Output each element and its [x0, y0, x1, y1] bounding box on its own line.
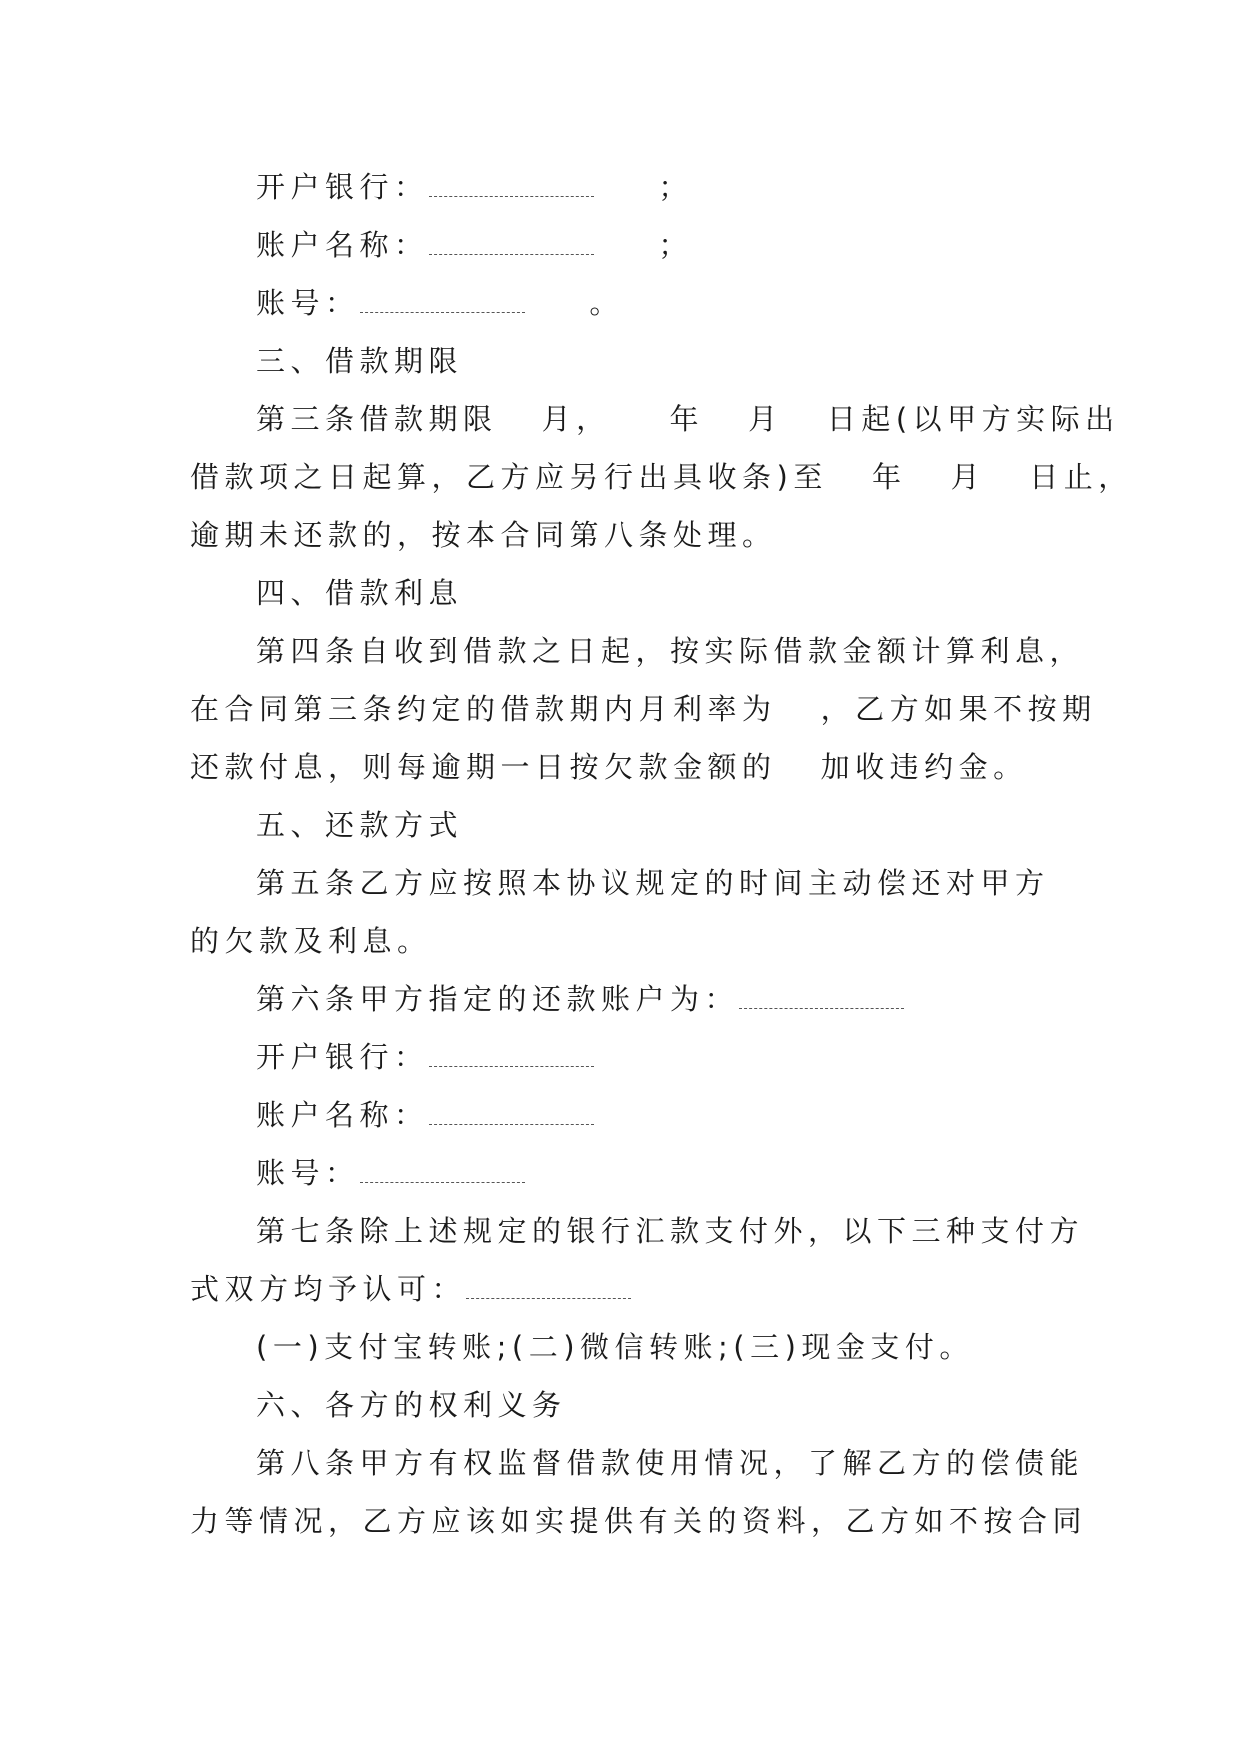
text-line: 开户银行：	[190, 1028, 1060, 1086]
text-line: 第四条自收到借款之日起，按实际借款金额计算利息，	[256, 634, 1085, 668]
fill-in-blank	[429, 1086, 594, 1125]
text-line: 逾期未还款的，按本合同第八条处理。	[190, 518, 777, 552]
section-heading: 三、借款期限	[256, 344, 464, 378]
fill-in-blank	[429, 216, 594, 255]
text-line: 第八条甲方有权监督借款使用情况，了解乙方的偿债能	[256, 1446, 1085, 1480]
section-heading: 六、各方的权利义务	[256, 1388, 567, 1422]
fill-in-blank	[429, 158, 594, 197]
text-line: 账号：	[190, 1144, 1060, 1202]
text-line: 第三条借款期限 月， 年 月 日起(以甲方实际出	[256, 402, 1120, 436]
text-line: 第五条乙方应按照本协议规定的时间主动偿还对甲方	[256, 866, 1050, 900]
fill-in-blank	[466, 1260, 631, 1299]
text-line: 还款付息，则每逾期一日按欠款金额的 加收违约金。	[190, 750, 1028, 784]
text-line: 账户名称：	[190, 1086, 1060, 1144]
text-line: 第六条甲方指定的还款账户为：	[190, 970, 1060, 1028]
text-line: (一)支付宝转账;(二)微信转账;(三)现金支付。	[256, 1330, 974, 1364]
text-line: 借款项之日起算，乙方应另行出具收条)至 年 月 日止，	[190, 460, 1133, 494]
text-line: 账户名称： ；	[190, 216, 1060, 274]
fill-in-blank	[429, 1028, 594, 1067]
text-line: 式双方均予认可：	[190, 1260, 1060, 1318]
text-line: 在合同第三条约定的借款期内月利率为 ，乙方如果不按期	[190, 692, 1097, 726]
fill-in-blank	[360, 1144, 525, 1183]
section-heading: 四、借款利息	[256, 576, 464, 610]
text-line: 的欠款及利息。	[190, 924, 432, 958]
document-body	[190, 158, 1133, 1550]
text-line: 开户银行： ；	[190, 158, 1060, 216]
text-line: 力等情况，乙方应该如实提供有关的资料，乙方如不按合同	[190, 1504, 1088, 1538]
text-line: 账号： 。	[190, 274, 1060, 332]
text-line: 第七条除上述规定的银行汇款支付外，以下三种支付方	[256, 1214, 1085, 1248]
fill-in-blank	[360, 274, 525, 313]
section-heading: 五、还款方式	[256, 808, 464, 842]
fill-in-blank	[739, 970, 904, 1009]
